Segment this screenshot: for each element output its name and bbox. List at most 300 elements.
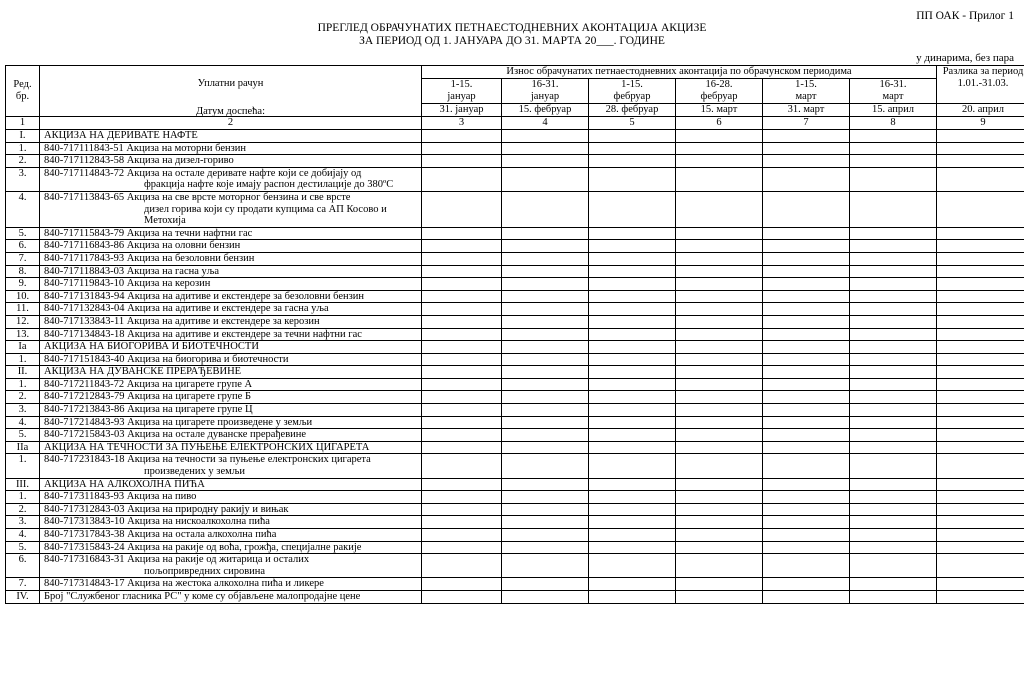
amount-cell[interactable] bbox=[422, 191, 502, 227]
amount-cell[interactable] bbox=[850, 315, 937, 328]
amount-cell[interactable] bbox=[422, 478, 502, 491]
amount-cell[interactable] bbox=[850, 167, 937, 191]
amount-cell[interactable] bbox=[937, 303, 1024, 316]
amount-cell[interactable] bbox=[763, 404, 850, 417]
amount-cell[interactable] bbox=[676, 303, 763, 316]
amount-cell[interactable] bbox=[502, 290, 589, 303]
amount-cell[interactable] bbox=[937, 328, 1024, 341]
amount-cell[interactable] bbox=[589, 491, 676, 504]
amount-cell[interactable] bbox=[502, 130, 589, 143]
table-row bbox=[6, 554, 1024, 578]
amount-cell[interactable] bbox=[589, 429, 676, 442]
amount-cell[interactable] bbox=[763, 341, 850, 354]
amount-cell[interactable] bbox=[422, 491, 502, 504]
amount-cell[interactable] bbox=[589, 478, 676, 491]
row-description bbox=[40, 429, 422, 442]
period-month: јануар bbox=[530, 91, 560, 102]
period-month: март bbox=[882, 91, 904, 102]
amount-cell[interactable] bbox=[589, 227, 676, 240]
amount-cell[interactable] bbox=[937, 429, 1024, 442]
amount-cell[interactable] bbox=[676, 416, 763, 429]
amount-cell[interactable] bbox=[502, 278, 589, 291]
amount-cell[interactable] bbox=[676, 529, 763, 542]
amount-cell[interactable] bbox=[850, 391, 937, 404]
header-due-2: 15. фебруар bbox=[502, 104, 589, 117]
amount-cell[interactable] bbox=[676, 191, 763, 227]
amount-cell[interactable] bbox=[763, 366, 850, 379]
amount-cell[interactable] bbox=[763, 328, 850, 341]
table-row bbox=[6, 378, 1024, 391]
table-row bbox=[6, 491, 1024, 504]
period-range: 16-28. bbox=[705, 79, 733, 90]
amount-cell[interactable] bbox=[676, 590, 763, 603]
amount-cell[interactable] bbox=[850, 378, 937, 391]
amount-cell[interactable] bbox=[676, 240, 763, 253]
amount-cell[interactable] bbox=[589, 130, 676, 143]
amount-cell[interactable] bbox=[589, 516, 676, 529]
amount-cell[interactable] bbox=[589, 252, 676, 265]
header-due-4: 15. март bbox=[676, 104, 763, 117]
amount-cell[interactable] bbox=[850, 404, 937, 417]
row-text: АКЦИЗА НА БИОГОРИВА И БИОТЕЧНОСТИ bbox=[44, 341, 259, 353]
amount-cell[interactable] bbox=[502, 541, 589, 554]
amount-cell[interactable] bbox=[676, 578, 763, 591]
amount-cell[interactable] bbox=[850, 503, 937, 516]
amount-cell[interactable] bbox=[763, 454, 850, 478]
amount-cell[interactable] bbox=[763, 227, 850, 240]
amount-cell[interactable] bbox=[589, 404, 676, 417]
row-description bbox=[40, 503, 422, 516]
page-title: ПРЕГЛЕД ОБРАЧУНАТИХ ПЕТНАЕСТОДНЕВНИХ АКОНТАЦИЈА АКЦИЗЕ bbox=[317, 22, 707, 34]
row-number: 1. bbox=[6, 491, 40, 504]
amount-cell[interactable] bbox=[676, 503, 763, 516]
row-number: 5. bbox=[6, 227, 40, 240]
amount-cell[interactable] bbox=[763, 142, 850, 155]
row-number: 1. bbox=[6, 353, 40, 366]
amount-cell[interactable] bbox=[589, 315, 676, 328]
amount-cell[interactable] bbox=[763, 529, 850, 542]
amount-cell[interactable] bbox=[850, 130, 937, 143]
amount-cell[interactable] bbox=[589, 554, 676, 578]
row-text: 840-717211843-72 Акциза на цигарете групе А bbox=[44, 378, 253, 390]
amount-cell[interactable] bbox=[422, 590, 502, 603]
amount-cell[interactable] bbox=[502, 478, 589, 491]
amount-cell[interactable] bbox=[937, 590, 1024, 603]
amount-cell[interactable] bbox=[676, 378, 763, 391]
amount-cell[interactable] bbox=[422, 529, 502, 542]
table-row bbox=[6, 590, 1024, 603]
amount-cell[interactable] bbox=[763, 429, 850, 442]
amount-cell[interactable] bbox=[850, 454, 937, 478]
amount-cell[interactable] bbox=[937, 378, 1024, 391]
amount-cell[interactable] bbox=[422, 366, 502, 379]
row-text-continued: пољопривредних сировина bbox=[144, 565, 266, 577]
amount-cell[interactable] bbox=[937, 252, 1024, 265]
row-description bbox=[40, 404, 422, 417]
col-number-3: 3 bbox=[422, 117, 502, 130]
amount-cell[interactable] bbox=[937, 529, 1024, 542]
table-row bbox=[6, 167, 1024, 191]
amount-cell[interactable] bbox=[502, 167, 589, 191]
amount-cell[interactable] bbox=[589, 167, 676, 191]
amount-cell[interactable] bbox=[502, 503, 589, 516]
table-row bbox=[6, 278, 1024, 291]
amount-cell[interactable] bbox=[937, 278, 1024, 291]
amount-cell[interactable] bbox=[763, 378, 850, 391]
row-text: 840-717312843-03 Акциза на природну ракију и вињак bbox=[44, 503, 289, 515]
row-text: 840-717112843-58 Акциза на дизел-гориво bbox=[44, 155, 234, 167]
amount-cell[interactable] bbox=[850, 303, 937, 316]
amount-cell[interactable] bbox=[422, 441, 502, 454]
row-number: 7. bbox=[6, 252, 40, 265]
amount-cell[interactable] bbox=[502, 441, 589, 454]
amount-cell[interactable] bbox=[850, 155, 937, 168]
amount-cell[interactable] bbox=[589, 191, 676, 227]
amount-cell[interactable] bbox=[676, 315, 763, 328]
col-number-9: 9 bbox=[937, 117, 1024, 130]
amount-cell[interactable] bbox=[763, 391, 850, 404]
amount-cell[interactable] bbox=[502, 315, 589, 328]
amount-cell[interactable] bbox=[676, 516, 763, 529]
table-row bbox=[6, 130, 1024, 143]
row-description bbox=[40, 578, 422, 591]
amount-cell[interactable] bbox=[937, 416, 1024, 429]
row-text: 840-717113843-65 Акциза на све врсте моторног бензина и све врсте bbox=[44, 191, 351, 203]
amount-cell[interactable] bbox=[763, 554, 850, 578]
amount-cell[interactable] bbox=[763, 240, 850, 253]
amount-cell[interactable] bbox=[589, 290, 676, 303]
amount-cell[interactable] bbox=[763, 303, 850, 316]
amount-cell[interactable] bbox=[937, 155, 1024, 168]
amount-cell[interactable] bbox=[676, 328, 763, 341]
amount-cell[interactable] bbox=[937, 478, 1024, 491]
amount-cell[interactable] bbox=[589, 155, 676, 168]
row-text-continued: дизел горива који су продати купцима са АП Косово и Метохија bbox=[144, 203, 387, 227]
amount-cell[interactable] bbox=[763, 503, 850, 516]
amount-cell[interactable] bbox=[850, 191, 937, 227]
amount-cell[interactable] bbox=[937, 491, 1024, 504]
amount-cell[interactable] bbox=[763, 278, 850, 291]
amount-cell[interactable] bbox=[937, 240, 1024, 253]
amount-cell[interactable] bbox=[676, 478, 763, 491]
amount-cell[interactable] bbox=[937, 578, 1024, 591]
amount-cell[interactable] bbox=[589, 391, 676, 404]
row-text: 840-717213843-86 Акциза на цигарете групе Ц bbox=[44, 404, 253, 416]
amount-cell[interactable] bbox=[422, 429, 502, 442]
amount-cell[interactable] bbox=[937, 353, 1024, 366]
amount-cell[interactable] bbox=[850, 341, 937, 354]
amount-cell[interactable] bbox=[937, 341, 1024, 354]
amount-cell[interactable] bbox=[676, 353, 763, 366]
row-number: 5. bbox=[6, 541, 40, 554]
amount-cell[interactable] bbox=[850, 290, 937, 303]
amount-cell[interactable] bbox=[937, 516, 1024, 529]
amount-cell[interactable] bbox=[502, 491, 589, 504]
amount-cell[interactable] bbox=[676, 252, 763, 265]
amount-cell[interactable] bbox=[502, 404, 589, 417]
amount-cell[interactable] bbox=[676, 265, 763, 278]
amount-cell[interactable] bbox=[850, 142, 937, 155]
amount-cell[interactable] bbox=[422, 142, 502, 155]
row-number: 7. bbox=[6, 578, 40, 591]
amount-cell[interactable] bbox=[676, 404, 763, 417]
amount-cell[interactable] bbox=[502, 265, 589, 278]
amount-cell[interactable] bbox=[850, 278, 937, 291]
row-description bbox=[40, 278, 422, 291]
amount-cell[interactable] bbox=[422, 541, 502, 554]
amount-cell[interactable] bbox=[763, 578, 850, 591]
amount-cell[interactable] bbox=[589, 353, 676, 366]
amount-cell[interactable] bbox=[937, 454, 1024, 478]
table-row bbox=[6, 353, 1024, 366]
row-description bbox=[40, 155, 422, 168]
amount-cell[interactable] bbox=[850, 554, 937, 578]
amount-cell[interactable] bbox=[763, 167, 850, 191]
amount-cell[interactable] bbox=[850, 227, 937, 240]
amount-cell[interactable] bbox=[676, 554, 763, 578]
amount-cell[interactable] bbox=[763, 541, 850, 554]
amount-cell[interactable] bbox=[937, 441, 1024, 454]
table-row bbox=[6, 541, 1024, 554]
amount-cell[interactable] bbox=[422, 554, 502, 578]
amount-cell[interactable] bbox=[589, 416, 676, 429]
amount-cell[interactable] bbox=[589, 278, 676, 291]
amount-cell[interactable] bbox=[589, 265, 676, 278]
row-description bbox=[40, 341, 422, 354]
amount-cell[interactable] bbox=[763, 252, 850, 265]
amount-cell[interactable] bbox=[850, 265, 937, 278]
amount-cell[interactable] bbox=[502, 578, 589, 591]
amount-cell[interactable] bbox=[850, 416, 937, 429]
amount-cell[interactable] bbox=[763, 290, 850, 303]
amount-cell[interactable] bbox=[676, 429, 763, 442]
amount-cell[interactable] bbox=[589, 529, 676, 542]
amount-cell[interactable] bbox=[763, 416, 850, 429]
amount-cell[interactable] bbox=[589, 441, 676, 454]
amount-cell[interactable] bbox=[676, 541, 763, 554]
amount-cell[interactable] bbox=[422, 240, 502, 253]
amount-cell[interactable] bbox=[422, 391, 502, 404]
amount-cell[interactable] bbox=[422, 404, 502, 417]
amount-cell[interactable] bbox=[850, 491, 937, 504]
amount-cell[interactable] bbox=[422, 278, 502, 291]
col-number-2: 2 bbox=[40, 117, 422, 130]
amount-cell[interactable] bbox=[850, 441, 937, 454]
amount-cell[interactable] bbox=[502, 341, 589, 354]
amount-cell[interactable] bbox=[850, 541, 937, 554]
amount-cell[interactable] bbox=[502, 142, 589, 155]
amount-cell[interactable] bbox=[850, 252, 937, 265]
amount-cell[interactable] bbox=[676, 454, 763, 478]
amount-cell[interactable] bbox=[937, 191, 1024, 227]
amount-cell[interactable] bbox=[502, 191, 589, 227]
amount-cell[interactable] bbox=[422, 290, 502, 303]
amount-cell[interactable] bbox=[850, 578, 937, 591]
amount-cell[interactable] bbox=[676, 341, 763, 354]
amount-cell[interactable] bbox=[937, 167, 1024, 191]
amount-cell[interactable] bbox=[422, 252, 502, 265]
amount-cell[interactable] bbox=[850, 328, 937, 341]
row-description bbox=[40, 491, 422, 504]
amount-cell[interactable] bbox=[763, 191, 850, 227]
amount-cell[interactable] bbox=[676, 441, 763, 454]
amount-cell[interactable] bbox=[422, 167, 502, 191]
amount-cell[interactable] bbox=[763, 491, 850, 504]
amount-cell[interactable] bbox=[589, 454, 676, 478]
amount-cell[interactable] bbox=[850, 529, 937, 542]
amount-cell[interactable] bbox=[589, 503, 676, 516]
amount-cell[interactable] bbox=[589, 541, 676, 554]
table-row bbox=[6, 441, 1024, 454]
row-description bbox=[40, 366, 422, 379]
row-description bbox=[40, 142, 422, 155]
amount-cell[interactable] bbox=[422, 303, 502, 316]
amount-cell[interactable] bbox=[502, 366, 589, 379]
amount-cell[interactable] bbox=[763, 315, 850, 328]
row-text: АКЦИЗА НА ТЕЧНОСТИ ЗА ПУЊЕЊЕ ЕЛЕКТРОНСКИХ ЦИГАРЕТА bbox=[44, 441, 370, 453]
header-row-no: Ред. бр. bbox=[6, 66, 40, 117]
row-description bbox=[40, 191, 422, 227]
row-text: 840-717132843-04 Акциза на адитиве и екстендере за гасна уља bbox=[44, 303, 329, 315]
amount-cell[interactable] bbox=[676, 391, 763, 404]
amount-cell[interactable] bbox=[502, 353, 589, 366]
amount-cell[interactable] bbox=[850, 240, 937, 253]
table-row bbox=[6, 503, 1024, 516]
amount-cell[interactable] bbox=[937, 290, 1024, 303]
amount-cell[interactable] bbox=[850, 478, 937, 491]
row-number: 12. bbox=[6, 315, 40, 328]
amount-cell[interactable] bbox=[676, 167, 763, 191]
amount-cell[interactable] bbox=[676, 290, 763, 303]
row-number: 6. bbox=[6, 240, 40, 253]
header-due-5: 31. март bbox=[763, 104, 850, 117]
amount-cell[interactable] bbox=[422, 155, 502, 168]
row-number: 11. bbox=[6, 303, 40, 316]
amount-cell[interactable] bbox=[502, 378, 589, 391]
amount-cell[interactable] bbox=[763, 353, 850, 366]
amount-cell[interactable] bbox=[937, 554, 1024, 578]
amount-cell[interactable] bbox=[422, 454, 502, 478]
amount-cell[interactable] bbox=[502, 454, 589, 478]
amount-cell[interactable] bbox=[502, 416, 589, 429]
amount-cell[interactable] bbox=[502, 227, 589, 240]
table-row bbox=[6, 155, 1024, 168]
amount-cell[interactable] bbox=[422, 503, 502, 516]
row-number: II. bbox=[6, 366, 40, 379]
amount-cell[interactable] bbox=[937, 130, 1024, 143]
amount-cell[interactable] bbox=[937, 366, 1024, 379]
amount-cell[interactable] bbox=[422, 516, 502, 529]
amount-cell[interactable] bbox=[502, 252, 589, 265]
amount-cell[interactable] bbox=[589, 366, 676, 379]
amount-cell[interactable] bbox=[422, 265, 502, 278]
amount-cell[interactable] bbox=[937, 541, 1024, 554]
row-description bbox=[40, 315, 422, 328]
amount-cell[interactable] bbox=[763, 516, 850, 529]
amount-cell[interactable] bbox=[937, 391, 1024, 404]
amount-cell[interactable] bbox=[676, 130, 763, 143]
amount-cell[interactable] bbox=[502, 554, 589, 578]
amount-cell[interactable] bbox=[763, 441, 850, 454]
table-row bbox=[6, 429, 1024, 442]
amount-cell[interactable] bbox=[502, 590, 589, 603]
amount-cell[interactable] bbox=[589, 240, 676, 253]
header-period-5 bbox=[763, 79, 850, 104]
amount-cell[interactable] bbox=[676, 142, 763, 155]
amount-cell[interactable] bbox=[763, 478, 850, 491]
amount-cell[interactable] bbox=[422, 578, 502, 591]
amount-cell[interactable] bbox=[850, 353, 937, 366]
amount-cell[interactable] bbox=[763, 590, 850, 603]
amount-cell[interactable] bbox=[676, 278, 763, 291]
amount-cell[interactable] bbox=[502, 155, 589, 168]
amount-cell[interactable] bbox=[589, 142, 676, 155]
row-number: 1. bbox=[6, 378, 40, 391]
amount-cell[interactable] bbox=[589, 328, 676, 341]
amount-cell[interactable] bbox=[422, 378, 502, 391]
table-row bbox=[6, 303, 1024, 316]
table-row bbox=[6, 328, 1024, 341]
amount-cell[interactable] bbox=[502, 328, 589, 341]
amount-cell[interactable] bbox=[589, 303, 676, 316]
amount-cell[interactable] bbox=[937, 404, 1024, 417]
amount-cell[interactable] bbox=[589, 341, 676, 354]
amount-cell[interactable] bbox=[502, 391, 589, 404]
table-row bbox=[6, 191, 1024, 227]
amount-cell[interactable] bbox=[422, 315, 502, 328]
amount-cell[interactable] bbox=[850, 590, 937, 603]
col-number-6: 6 bbox=[676, 117, 763, 130]
amount-cell[interactable] bbox=[502, 516, 589, 529]
amount-cell[interactable] bbox=[850, 516, 937, 529]
amount-cell[interactable] bbox=[676, 227, 763, 240]
amount-cell[interactable] bbox=[763, 130, 850, 143]
amount-cell[interactable] bbox=[850, 366, 937, 379]
amount-cell[interactable] bbox=[763, 265, 850, 278]
amount-cell[interactable] bbox=[589, 590, 676, 603]
amount-cell[interactable] bbox=[502, 303, 589, 316]
amount-cell[interactable] bbox=[937, 227, 1024, 240]
amount-cell[interactable] bbox=[937, 503, 1024, 516]
header-due-date-label: Датум доспећа: bbox=[195, 106, 265, 117]
amount-cell[interactable] bbox=[676, 491, 763, 504]
amount-cell[interactable] bbox=[937, 315, 1024, 328]
amount-cell[interactable] bbox=[676, 155, 763, 168]
amount-cell[interactable] bbox=[937, 142, 1024, 155]
amount-cell[interactable] bbox=[676, 366, 763, 379]
amount-cell[interactable] bbox=[502, 429, 589, 442]
amount-cell[interactable] bbox=[422, 328, 502, 341]
amount-cell[interactable] bbox=[422, 341, 502, 354]
amount-cell[interactable] bbox=[422, 353, 502, 366]
col-number-4: 4 bbox=[502, 117, 589, 130]
header-amount-group: Износ обрачунатих петнаестодневних аконтација по обрачунском периодима bbox=[422, 66, 937, 79]
amount-cell[interactable] bbox=[589, 578, 676, 591]
amount-cell[interactable] bbox=[422, 227, 502, 240]
amount-cell[interactable] bbox=[502, 240, 589, 253]
header-account bbox=[40, 66, 422, 117]
row-number: 3. bbox=[6, 167, 40, 191]
amount-cell[interactable] bbox=[422, 130, 502, 143]
amount-cell[interactable] bbox=[502, 529, 589, 542]
header-period-1 bbox=[422, 79, 502, 104]
col-number-7: 7 bbox=[763, 117, 850, 130]
amount-cell[interactable] bbox=[850, 429, 937, 442]
amount-cell[interactable] bbox=[937, 265, 1024, 278]
amount-cell[interactable] bbox=[422, 416, 502, 429]
amount-cell[interactable] bbox=[763, 155, 850, 168]
amount-cell[interactable] bbox=[589, 378, 676, 391]
